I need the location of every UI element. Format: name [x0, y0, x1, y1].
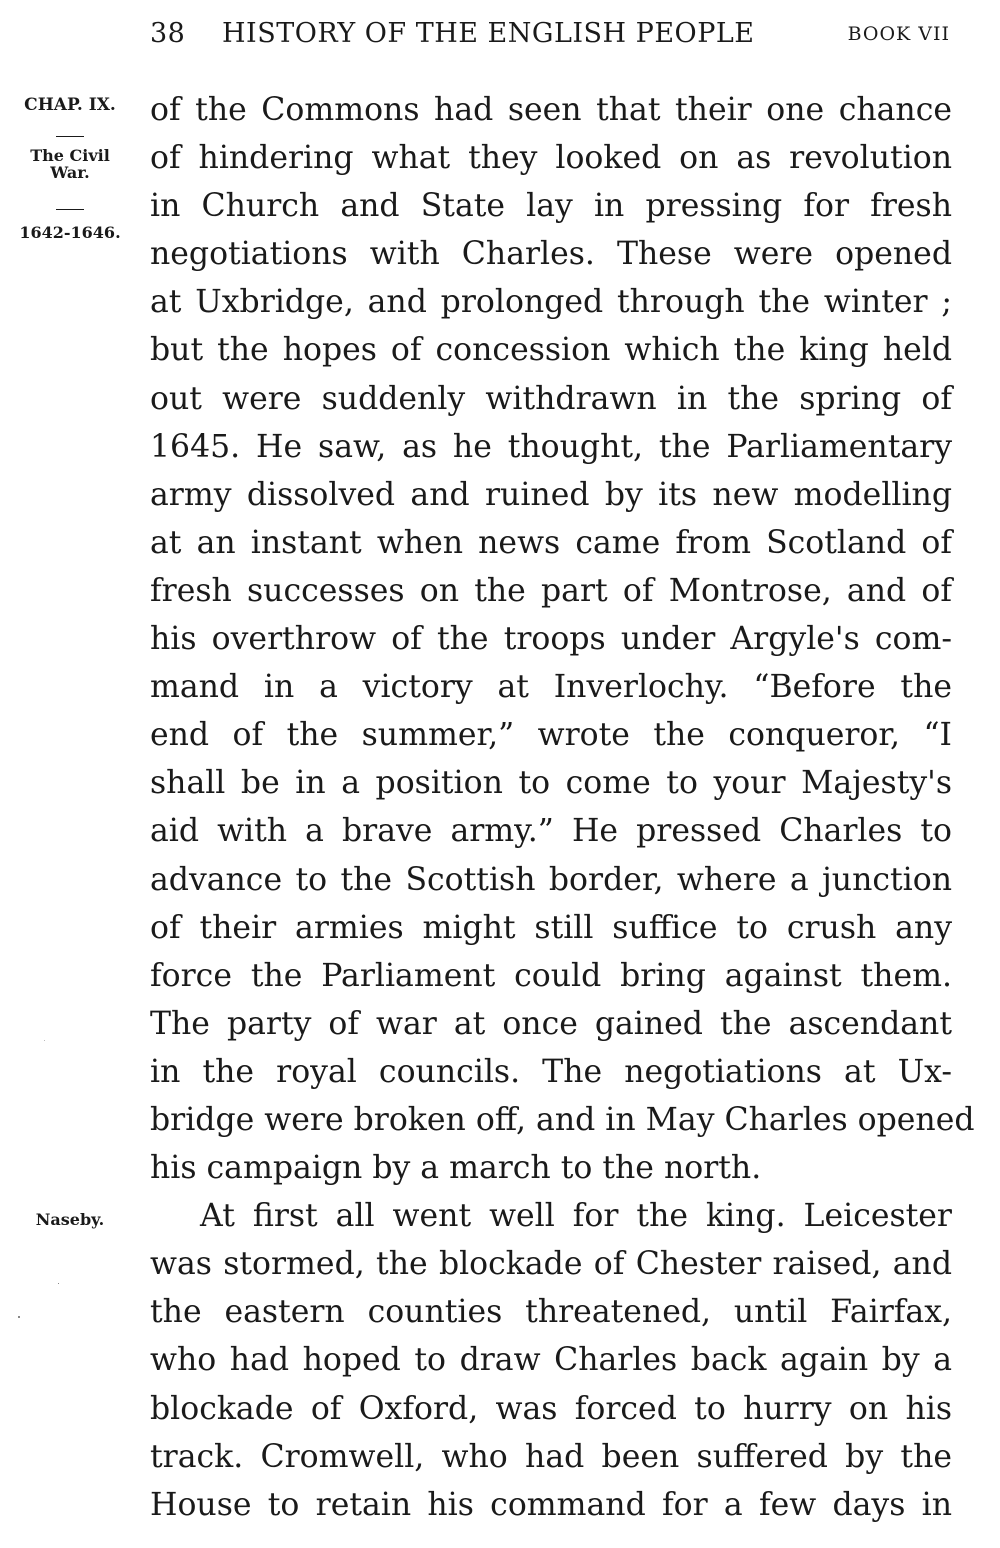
scan-speck	[18, 1316, 20, 1318]
text-line: was stormed, the blockade of Chester raised, and	[150, 1246, 952, 1283]
paragraph	[150, 86, 975, 1192]
paragraph	[150, 1192, 952, 1529]
text-line: end of the summer,” wrote the conqueror, “I	[150, 717, 952, 754]
text-line: force the Parliament could bring against them.	[150, 957, 952, 994]
scan-speck	[58, 1283, 59, 1284]
text-line: negotiations with Charles. These were opened	[150, 236, 952, 273]
text-line: who had hoped to draw Charles back again by a	[150, 1342, 952, 1379]
margin-rule	[56, 136, 84, 137]
text-line: of hindering what they looked on as revolution	[150, 140, 952, 177]
text-line: shall be in a position to come to your Majesty's	[150, 765, 952, 802]
text-line: his overthrow of the troops under Argyle's com-	[150, 621, 952, 658]
body-text	[150, 86, 975, 1529]
text-line: of their armies might still suffice to crush any	[150, 909, 952, 946]
text-line: in Church and State lay in pressing for fresh	[150, 188, 952, 225]
text-line: track. Cromwell, who had been suffered by the	[150, 1438, 952, 1475]
margin-note-chapter	[8, 96, 132, 114]
text-line: his campaign by a march to the north.	[150, 1150, 762, 1187]
text-line: bridge were broken off, and in May Charles opened	[150, 1101, 975, 1138]
text-line: aid with a brave army.” He pressed Charles to	[150, 813, 952, 850]
text-line: mand in a victory at Inverlochy. “Before the	[150, 669, 952, 706]
running-header	[150, 14, 952, 54]
margin-note-naseby: Naseby.	[35, 1210, 105, 1229]
chapter-label: CHAP. IX.	[24, 95, 116, 115]
margin-rule	[56, 209, 84, 210]
book-label: BOOK VII	[847, 23, 950, 45]
text-line: but the hopes of concession which the king held	[150, 332, 952, 369]
text-line: blockade of Oxford, was forced to hurry on his	[150, 1390, 952, 1427]
text-line: The party of war at once gained the ascendant	[150, 1005, 952, 1042]
margin-note-dates: 1642-1646.	[19, 223, 121, 242]
text-line: at an instant when news came from Scotland of	[150, 524, 952, 561]
text-line: House to retain his command for a few days in	[150, 1486, 952, 1523]
text-line: At first all went well for the king. Leicester	[200, 1198, 952, 1235]
text-line: at Uxbridge, and prolonged through the winter ;	[150, 284, 952, 321]
text-line: army dissolved and ruined by its new modelling	[150, 476, 952, 513]
running-title: HISTORY OF THE ENGLISH PEOPLE	[222, 18, 755, 49]
text-line: the eastern counties threatened, until Fairfax,	[150, 1294, 952, 1331]
margin-note-section: The Civil War.	[30, 146, 110, 182]
text-line: out were suddenly withdrawn in the spring of	[150, 380, 952, 417]
text-line: 1645. He saw, as he thought, the Parliamentary	[150, 428, 952, 465]
text-line: in the royal councils. The negotiations at Ux-	[150, 1053, 952, 1090]
text-line: fresh successes on the part of Montrose, and of	[150, 572, 952, 609]
text-line: advance to the Scottish border, where a junction	[150, 861, 952, 898]
scan-speck	[44, 1040, 45, 1041]
text-line: of the Commons had seen that their one chance	[150, 92, 952, 128]
page-number: 38	[150, 18, 186, 49]
